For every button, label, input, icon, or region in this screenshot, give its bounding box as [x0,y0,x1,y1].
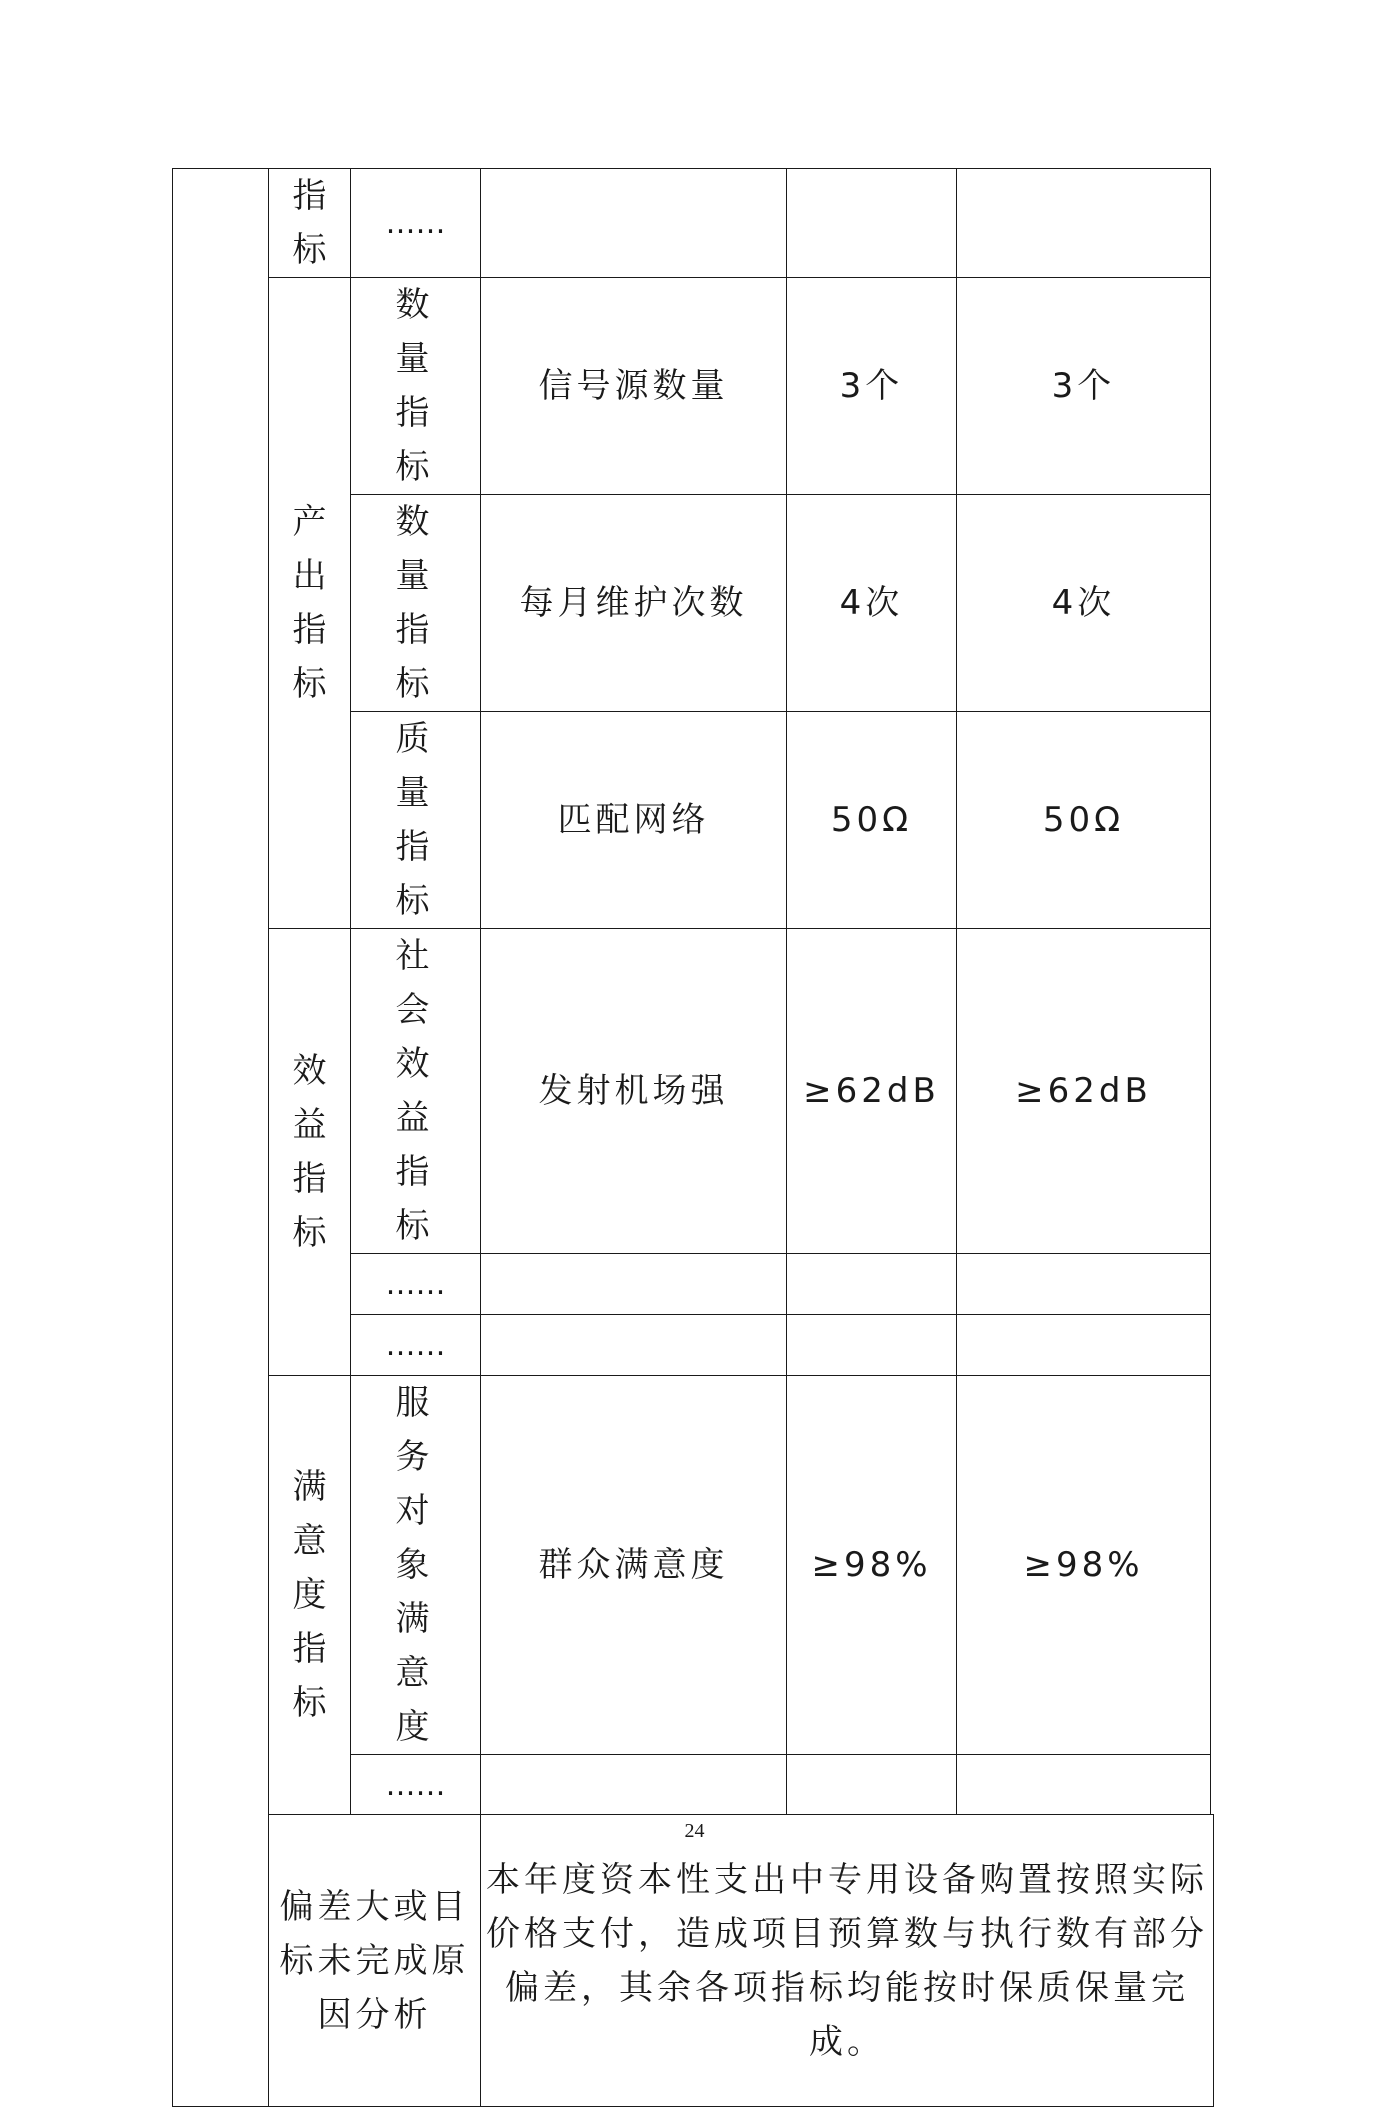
deviation-analysis-label: 偏差大或目标未完成原因分析 [269,1815,481,2107]
ellipsis-text: …… [385,206,446,241]
indicator-name-cell [481,1315,787,1376]
table-row [173,169,1214,278]
indicator-name-cell: 发射机场强 [481,929,787,1254]
indicator-name-cell: 群众满意度 [481,1376,787,1755]
indicator-name-cell [481,1755,787,1815]
actual-value-cell: 3个 [957,278,1211,495]
indicator-name-cell [481,1254,787,1315]
target-value-cell [787,1315,957,1376]
level2-indicator-cell [269,278,351,929]
satisfaction-indicator-label: 满意度指标 [292,1467,327,1723]
actual-value-cell [957,1755,1211,1815]
actual-value-cell [957,169,1211,278]
deviation-analysis-text: 本年度资本性支出中专用设备购置按照实际价格支付，造成项目预算数与执行数有部分偏差，其余各项指标均能按时保质保量完成。 [481,1815,1214,2107]
target-value-cell: 3个 [787,278,957,495]
actual-value-cell [957,1254,1211,1315]
level3-indicator-label: 服务对象满意度 [395,1383,436,1747]
level3-indicator-label: 社会效益指标 [395,936,436,1246]
level3-indicator-cell [351,278,481,495]
level3-indicator-cell [351,495,481,712]
indicator-name-cell [481,169,787,278]
target-value-cell: ≥98% [787,1376,957,1755]
indicator-name-cell: 信号源数量 [481,278,787,495]
output-indicator-label: 产出指标 [292,502,327,704]
actual-value-cell: ≥98% [957,1376,1211,1755]
actual-value-cell: 4次 [957,495,1211,712]
target-value-cell: 50Ω [787,712,957,929]
level2-indicator-cell [269,169,351,278]
target-value-cell [787,1755,957,1815]
ellipsis-text: …… [385,1267,446,1302]
indicator-name-cell: 匹配网络 [481,712,787,929]
target-value-cell: 4次 [787,495,957,712]
ellipsis-text: …… [385,1328,446,1363]
table-row [173,929,1214,1254]
level3-indicator-cell [351,712,481,929]
target-value-cell [787,1254,957,1315]
table-row [173,1376,1214,1755]
level3-indicator-label: 数量指标 [395,285,436,487]
actual-value-cell: ≥62dB [957,929,1211,1254]
ellipsis-text: …… [385,1767,446,1803]
target-value-cell: ≥62dB [787,929,957,1254]
level2-indicator-cell [269,1376,351,1815]
indicator-name-cell: 每月维护次数 [481,495,787,712]
level3-indicator-cell [351,929,481,1254]
actual-value-cell: 50Ω [957,712,1211,929]
level1-indicator-cell [173,169,269,2107]
level3-indicator-label: 质量指标 [395,719,436,921]
actual-value-cell [957,1315,1211,1376]
table-row [173,1815,1214,2107]
table-row [173,278,1214,495]
level3-indicator-cell [351,1254,481,1315]
page-number: 24 [684,1820,705,1842]
level3-indicator-label: 数量指标 [395,502,436,704]
target-value-cell [787,169,957,278]
benefit-indicator-label: 效益指标 [292,1051,327,1253]
level3-indicator-cell [351,1755,481,1815]
level3-indicator-cell [351,169,481,278]
level3-indicator-cell [351,1315,481,1376]
performance-indicator-table [172,168,1214,2107]
level2-indicator-cell [269,929,351,1376]
level3-indicator-cell [351,1376,481,1755]
level2-indicator-label: 指标 [292,176,327,270]
